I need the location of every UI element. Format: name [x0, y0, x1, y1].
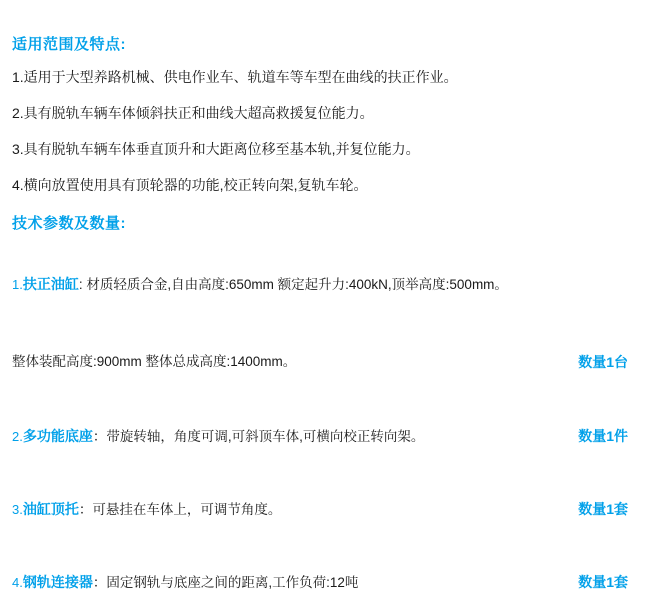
spec-description: 材质轻质合金,自由高度:650mm 额定起升力:400kN,顶举高度:500mm。 — [86, 277, 508, 292]
specs-section-title: 技术参数及数量: — [12, 215, 126, 232]
quantity-badge: 数量1套 — [578, 574, 628, 590]
spec-index: 3. — [12, 502, 23, 517]
list-item: 2.具有脱轨车辆车体倾斜扶正和曲线大超高救援复位能力。 — [12, 105, 374, 121]
quantity-badge: 数量1台 — [578, 354, 628, 370]
spec-separator: ： — [92, 575, 107, 590]
list-item: 3.具有脱轨车辆车体垂直顶升和大距离位移至基本轨,并复位能力。 — [12, 141, 420, 157]
spec-description: 带旋转轴，角度可调,可斜顶车体,可横向校正转向架。 — [106, 429, 425, 444]
spec-index: 1. — [12, 277, 23, 292]
list-item: 4.横向放置使用具有顶轮器的功能,校正转向架,复轨车轮。 — [12, 177, 368, 193]
scope-section-title: 适用范围及特点: — [12, 36, 126, 53]
quantity-badge: 数量1套 — [578, 501, 628, 517]
spec-name: 多功能底座 — [22, 428, 93, 444]
spec-description: 固定钢轨与底座之间的距离,工作负荷:12吨 — [106, 575, 359, 590]
spec-separator: ： — [78, 502, 93, 517]
list-item: 1.适用于大型养路机械、供电作业车、轨道车等车型在曲线的扶正作业。 — [12, 69, 458, 85]
spec-name: 油缸顶托 — [22, 501, 79, 517]
spec-name: 扶正油缸 — [22, 276, 79, 292]
spec-row — [12, 426, 637, 447]
spec-row — [12, 352, 637, 372]
spec-index: 4. — [12, 575, 23, 590]
spec-row — [12, 572, 637, 593]
spec-row — [12, 499, 637, 520]
spec-description: 整体装配高度:900mm 整体总成高度:1400mm。 — [12, 354, 297, 369]
spec-row — [12, 274, 637, 295]
spec-index: 2. — [12, 429, 23, 444]
spec-separator: ： — [92, 429, 107, 444]
quantity-badge: 数量1件 — [578, 428, 628, 444]
spec-name: 钢轨连接器 — [22, 574, 93, 590]
spec-separator: : — [78, 277, 83, 292]
spec-description: 可悬挂在车体上，可调节角度。 — [92, 502, 282, 517]
